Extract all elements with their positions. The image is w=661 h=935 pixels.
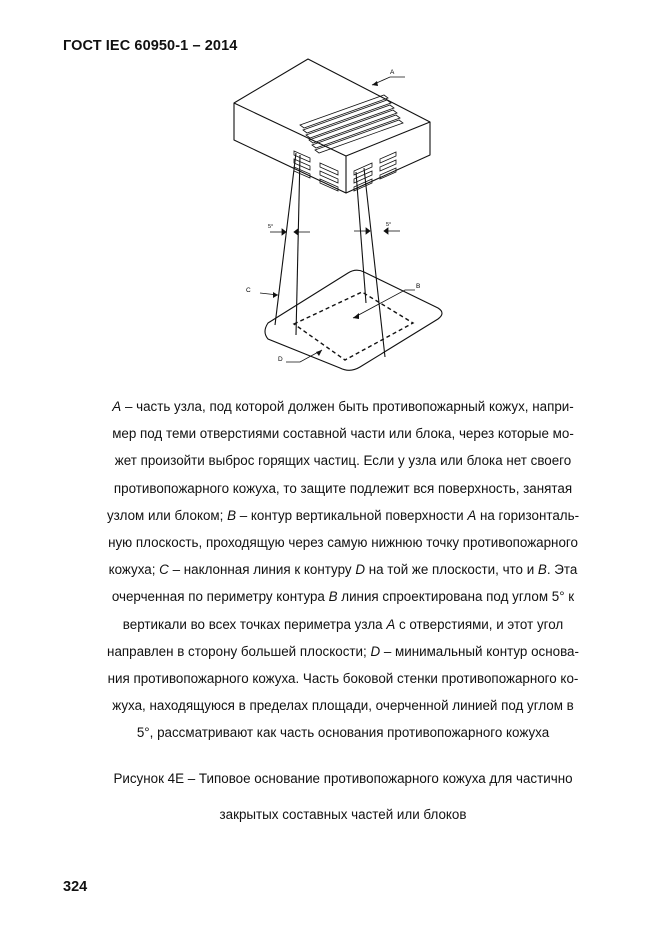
label-c: C [246, 287, 251, 294]
angle-markers [270, 228, 400, 235]
caption-text: противопожарного кожуха, то защите подлежит вся поверхность, занятая [113, 480, 573, 496]
caption-text: – наклонная линия к контуру [168, 562, 356, 578]
caption-line [63, 420, 623, 447]
caption-italic-letter: D [370, 643, 381, 659]
caption-italic-letter: B [227, 507, 236, 523]
page-number: 324 [63, 879, 88, 895]
label-angle-left: 5° [268, 224, 274, 230]
caption-text: 5°, рассматривают как часть основания противопожарного кожуха [136, 725, 550, 741]
figure-title-line-1: Рисунок 4E – Типовое основание противопожарного кожуха для частично [113, 771, 573, 786]
figure-caption [63, 393, 623, 747]
contour-b [294, 292, 413, 360]
caption-text: на той же плоскости, что и [364, 562, 538, 578]
caption-line [63, 719, 623, 746]
caption-text: . Эта [546, 562, 578, 578]
caption-line [63, 502, 623, 529]
caption-text: вертикали во всех точках периметра узла [122, 616, 387, 632]
caption-line [63, 692, 623, 719]
caption-line [63, 638, 623, 665]
caption-text: узлом или блоком; [106, 507, 228, 523]
caption-text: – часть узла, под которой должен быть противопожарный кожух, напри- [121, 399, 574, 414]
label-d: D [278, 356, 283, 363]
caption-text: жет произойти выброс горящих частиц. Если у узла или блока нет своего [114, 453, 572, 469]
figure-4e [230, 55, 455, 380]
caption-italic-letter: B [537, 562, 547, 578]
caption-text: ную плоскость, проходящую через самую нижнюю точку противопожарного [108, 535, 578, 551]
figure-drawing [230, 55, 455, 380]
label-b: B [416, 283, 421, 290]
caption-text: кожуха; [108, 562, 160, 578]
caption-text: направлен в сторону большей плоскости; [107, 643, 371, 659]
caption-text: линия спроектирована под углом 5° к [337, 589, 575, 605]
caption-text: на горизонталь- [476, 507, 580, 523]
caption-line [63, 393, 623, 420]
caption-text: с отверстиями, и этот угол [395, 616, 564, 632]
front-vents [354, 152, 396, 191]
caption-line [63, 529, 623, 556]
caption-text: ния противопожарного кожуха. Часть боковой стенки противопожарного ко- [107, 671, 579, 687]
top-vents [300, 95, 403, 153]
caption-italic-letter: A [386, 616, 396, 632]
caption-line [63, 447, 623, 474]
leader-lines [260, 77, 415, 362]
caption-text: – минимальный контур основа- [380, 643, 579, 659]
caption-text: – контур вертикальной поверхности [236, 507, 468, 523]
figure-title-line-2: закрытых составных частей или блоков [219, 807, 467, 822]
caption-italic-letter: B [328, 589, 338, 605]
caption-line [63, 665, 623, 692]
caption-italic-letter: C [159, 562, 169, 578]
label-a: A [390, 69, 395, 76]
caption-line [63, 556, 623, 583]
caption-text: жуха, находящуюся в пределах площади, очерченной линией под углом в [112, 698, 574, 714]
document-header: ГОСТ IEC 60950-1 – 2014 [63, 38, 238, 54]
caption-text: очерченная по периметру контура [111, 589, 329, 605]
caption-line [63, 475, 623, 502]
caption-italic-letter: D [355, 562, 365, 578]
box-top [234, 59, 430, 156]
caption-italic-letter: A [112, 399, 122, 414]
caption-italic-letter: A [467, 507, 477, 523]
caption-text: мер под теми отверстиями составной части или блока, через которые мо- [112, 426, 574, 442]
caption-line [63, 583, 623, 610]
label-angle-right: 5° [386, 222, 392, 228]
caption-line [63, 611, 623, 638]
